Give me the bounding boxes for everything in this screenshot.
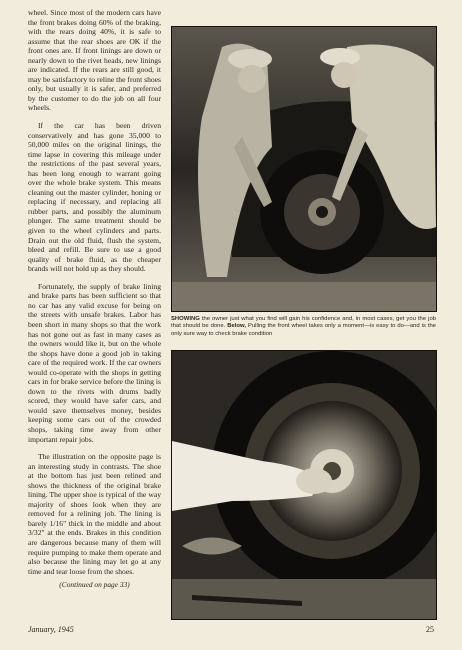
- photo-caption: [171, 316, 436, 338]
- caption-below: Below,: [227, 323, 247, 330]
- paragraph-4: The illustration on the opposite page is an interesting study in contrasts. The shoe at the bottom has just been relined and shows the thickness of the original brake lining. The upper shoe is typical of the way majority of shoes look when they are removed for a relining job. The lining is barely 1/16" thick in the middle and about 3/32" at the ends. Brakes in this condition are dangerous because many of them will require pumping to make them operate and also because the lining may let go at any time and tear loose from the shoes.: [28, 452, 161, 576]
- page-footer: [28, 625, 434, 634]
- paragraph-2: If the car has been driven conservatively and has gone 35,000 to 50,000 miles on the original linings, the time lapse in covering this mileage under the restrictions of the past several years, has been long enough to warrant going over the whole brake system. This means cleaning out the master cylinder, honing or replacing if necessary, and replacing all rubber parts, and possibly the aluminum plunger. The same treatment should be given to the wheel cylinders and parts. Drain out the old fluid, flush the system, bleed and refill. Be sure to use a good quality of brake fluid, as the cheaper brands will not hold up as they should.: [28, 121, 161, 274]
- caption-text-2: Pulling the front wheel takes only a moment—is easy to do—and is the only sure way to check brake condition: [171, 323, 437, 337]
- photo-men-inspecting-wheel: [171, 26, 437, 312]
- continued-note: (Continued on page 33): [59, 580, 130, 590]
- caption-lead: SHOWING: [171, 316, 200, 322]
- article-text-column: [28, 8, 161, 590]
- paragraph-1: wheel. Since most of the modern cars have the front brakes doing 60% of the braking, with the rears doing 40%, it is safe to assume that the rear shoes are OK if the front ones are. If front linings are down or nearly down to the rivet heads, new linings are indicated. If the rears are still good, it may be satisfactory to reline the front shoes only, but usually it is safer, and preferred by the customer to do the job on all four wheels.: [28, 8, 161, 113]
- issue-date: January, 1945: [28, 625, 74, 634]
- photo-hand-on-hub: [171, 350, 437, 620]
- paragraph-3: Fortunately, the supply of brake lining and brake parts has been sufficient so that no car has any valid excuse for being on the streets with unsafe brakes. Labor has been short in many shops so that the work has not gone out as fast in many cases as the owners would like it, but on the whole the shops have done a good job in taking care of the required work. If the car owners would co-operate with the shops in getting cars in for brake service before the lining is down to the rivets with drums badly scored, they would have safer cars, and would save themselves money, besides keeping some cars out of the crowded shops, taking time away from other important repair jobs.: [28, 281, 161, 444]
- caption-text-1: the owner just what you find will gain his confidence and, in most cases, get you the job that should be done.: [171, 316, 436, 330]
- page-number: 25: [426, 625, 434, 634]
